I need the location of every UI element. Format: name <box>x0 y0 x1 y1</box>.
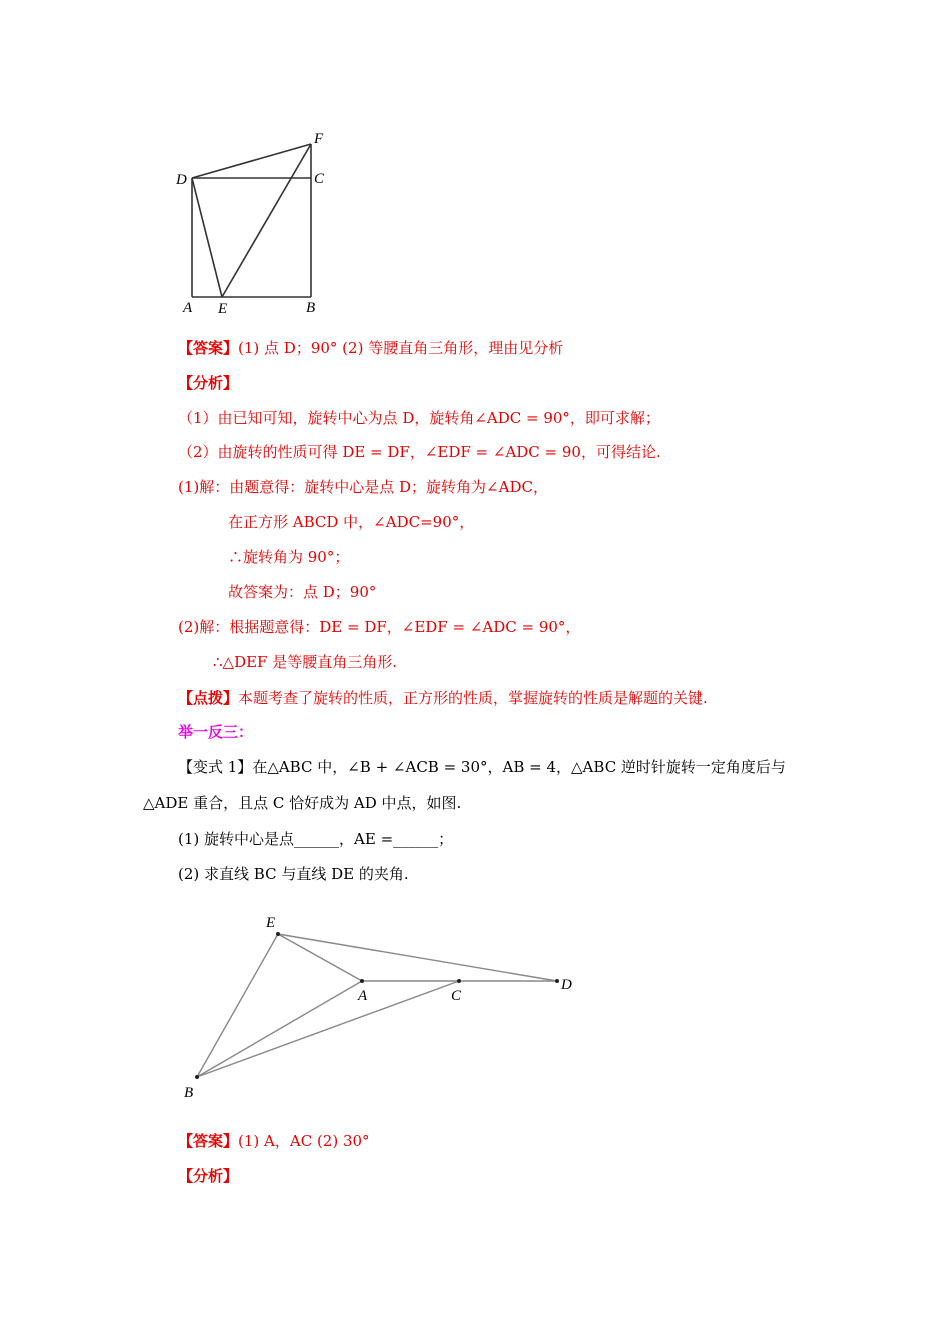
point-c <box>457 979 461 983</box>
analysis-2-tag: 【分析】 <box>178 1167 239 1185</box>
label-e: E <box>218 301 228 317</box>
analysis-1-tag: 【分析】 <box>178 374 239 392</box>
tip-1-tag: 【点拨】 <box>178 689 239 707</box>
answer-1-text: (1) 点 D；90° (2) 等腰直角三角形，理由见分析 <box>238 339 564 357</box>
solution-1-step-6: ∴△DEF 是等腰直角三角形. <box>213 653 397 671</box>
answer-2-text: (1) A，AC (2) 30° <box>238 1132 370 1150</box>
label-b: B <box>184 1085 194 1101</box>
point-d <box>555 979 559 983</box>
point-e <box>276 932 280 936</box>
point-a <box>360 979 364 983</box>
section-title: 举一反三： <box>178 723 254 741</box>
segment-ef <box>222 144 311 297</box>
label-b: B <box>306 300 316 316</box>
variant-1-text-1: 在△ABC 中，∠B + ∠ACB = 30°，AB = 4，△ABC 逆时针旋转一定角度后与 <box>252 758 786 776</box>
variant-1-line-1 <box>178 757 786 777</box>
solution-1-step-3: ∴旋转角为 90°； <box>228 548 350 566</box>
answer-2 <box>178 1131 370 1151</box>
segment-ba <box>197 981 362 1077</box>
solution-1-step-5: (2)解：根据题意得：DE = DF，∠EDF = ∠ADC = 90°， <box>178 618 581 636</box>
label-e: E <box>266 915 276 931</box>
label-d: D <box>561 977 572 993</box>
answer-1-tag: 【答案】 <box>178 339 239 357</box>
triangle-rotation-figure <box>175 905 595 1105</box>
solution-1-step-4: 故答案为：点 D；90° <box>228 583 377 601</box>
analysis-1-p1: （1）由已知可知，旋转中心为点 D，旋转角∠ADC = 90°，即可求解； <box>178 409 660 427</box>
solution-1-step-2: 在正方形 ABCD 中，∠ADC=90°， <box>228 513 475 531</box>
segment-eb <box>197 934 278 1077</box>
tip-1-text: 本题考查了旋转的性质，正方形的性质，掌握旋转的性质是解题的关键. <box>238 689 708 707</box>
label-c: C <box>451 988 462 1004</box>
solution-1-step-1: (1)解：由题意得：旋转中心是点 D；旋转角为∠ADC， <box>178 478 548 496</box>
label-a: A <box>183 300 193 316</box>
variant-1-question-2: (2) 求直线 BC 与直线 DE 的夹角. <box>178 865 409 883</box>
label-d: D <box>176 172 187 188</box>
analysis-1-p2: （2）由旋转的性质可得 DE = DF，∠EDF = ∠ADC = 90，可得结论. <box>178 443 661 461</box>
label-a: A <box>358 988 368 1004</box>
segment-de <box>192 178 222 297</box>
variant-1-line-2: △ADE 重合，且点 C 恰好成为 AD 中点，如图. <box>143 794 462 812</box>
tip-1 <box>178 688 708 708</box>
segment-df <box>192 144 311 178</box>
answer-1 <box>178 338 563 358</box>
point-b <box>195 1075 199 1079</box>
segment-bc <box>197 981 459 1077</box>
variant-1-tag: 【变式 1】 <box>178 758 253 776</box>
label-f: F <box>314 131 324 147</box>
variant-1-question-1: (1) 旋转中心是点______，AE =______； <box>178 830 454 848</box>
square-rotation-figure <box>170 125 340 320</box>
label-c: C <box>314 171 325 187</box>
answer-2-tag: 【答案】 <box>178 1132 239 1150</box>
